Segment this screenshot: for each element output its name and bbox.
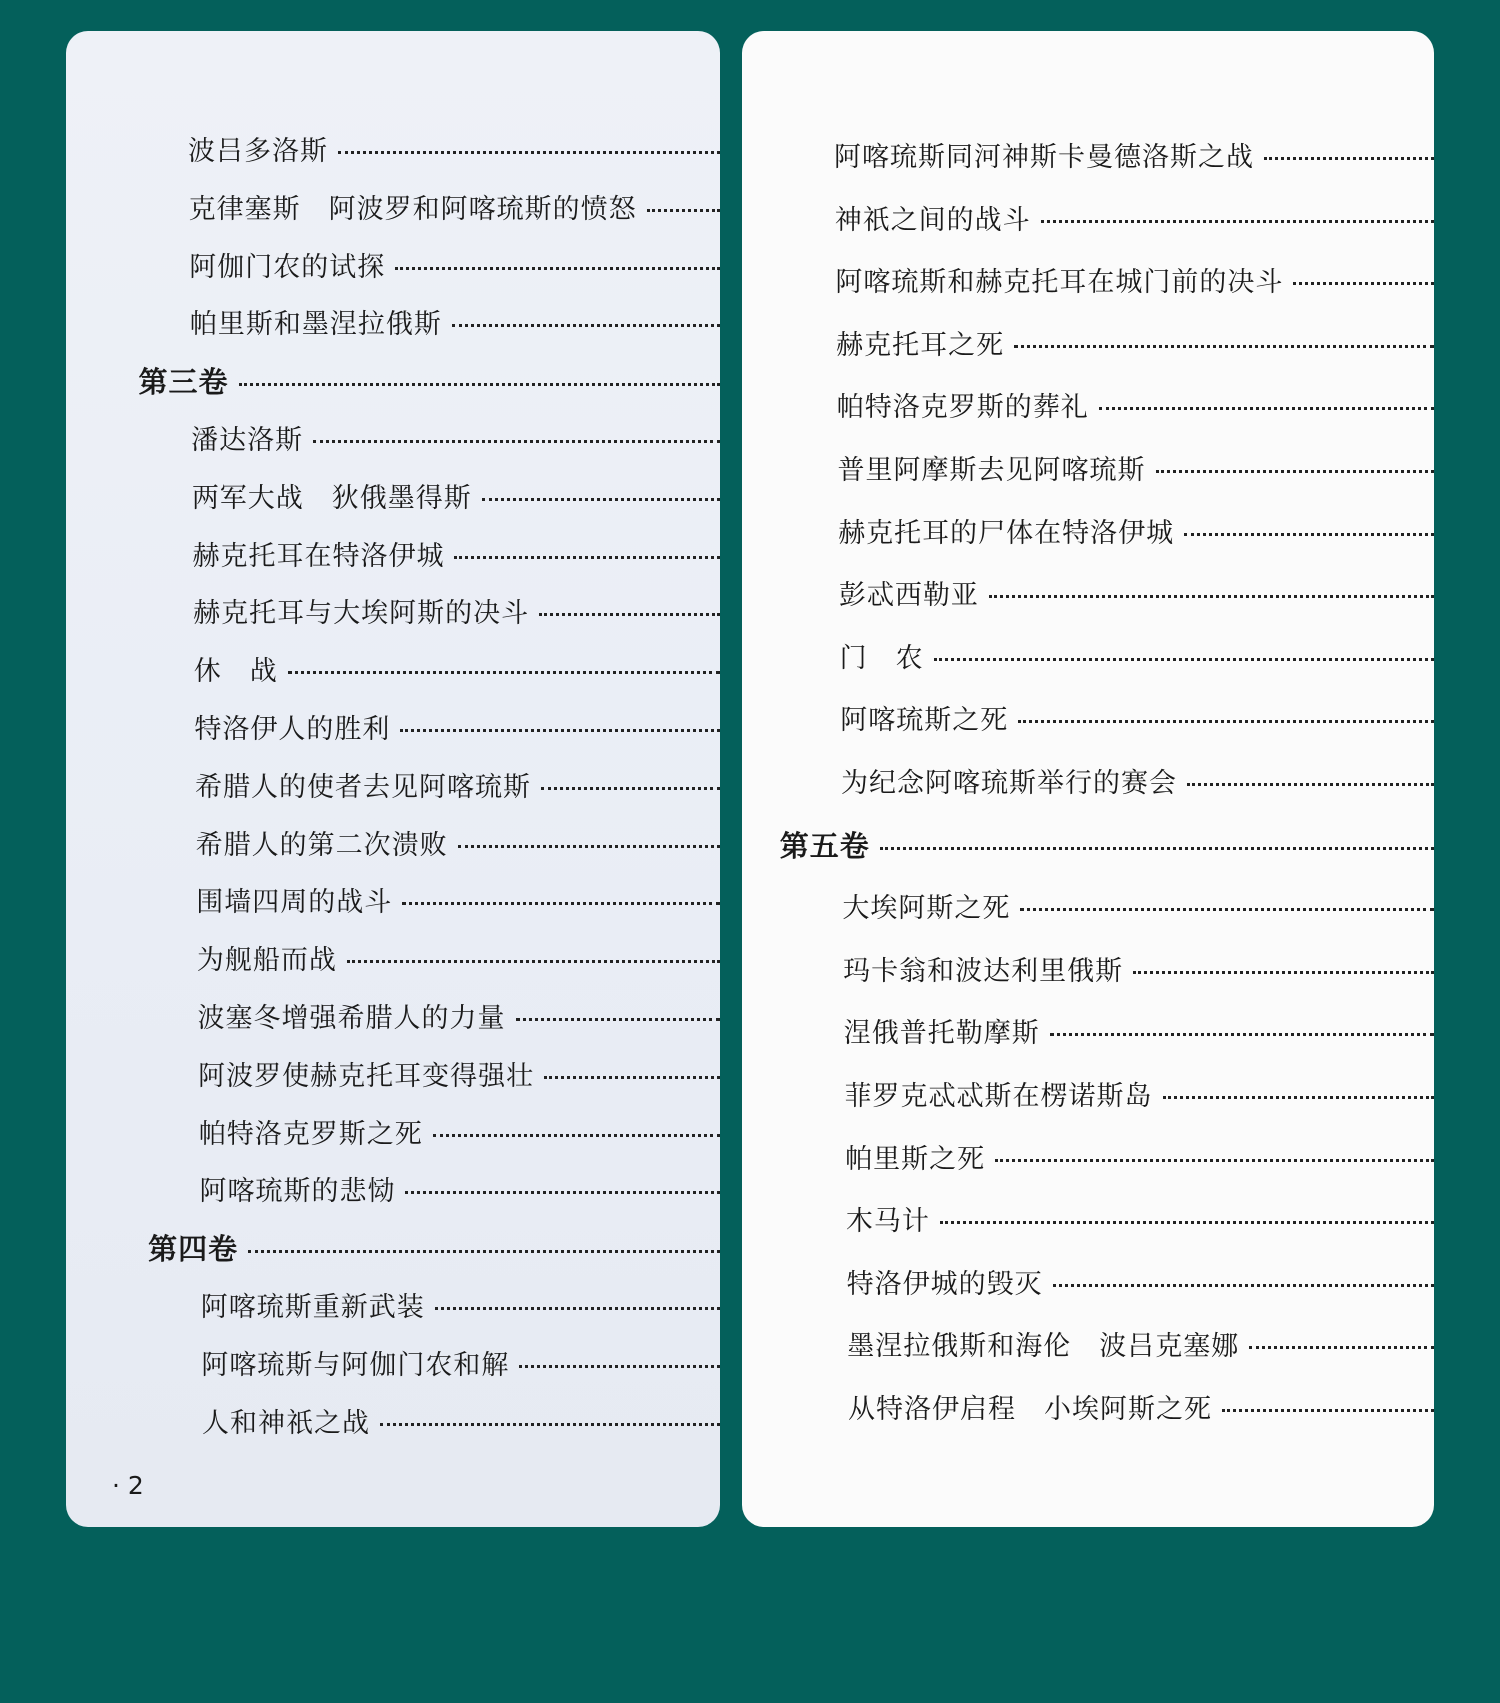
chapter-title: 阿喀琉斯重新武装 [200, 1292, 425, 1323]
dot-leader [405, 1191, 720, 1194]
dot-leader [458, 845, 720, 848]
dot-leader [880, 847, 1434, 850]
chapter-title: 帕特洛克罗斯的葬礼 [836, 392, 1089, 424]
chapter-title: 为纪念阿喀琉斯举行的赛会 [841, 768, 1177, 799]
dot-leader [989, 595, 1434, 598]
toc-entry [199, 1112, 720, 1151]
right-toc-list [742, 31, 1434, 1527]
toc-volume-heading [148, 1227, 720, 1268]
chapter-title: 波吕多洛斯 [188, 136, 328, 167]
dot-leader [1133, 971, 1434, 974]
dot-leader [1222, 1409, 1434, 1412]
chapter-title: 赫克托耳与大埃阿斯的决斗 [193, 598, 530, 630]
left-toc-list [66, 31, 720, 1527]
toc-entry [846, 1199, 1434, 1238]
chapter-title: 帕里斯之死 [845, 1143, 986, 1175]
toc-entry [835, 198, 1434, 237]
toc-entry [201, 1343, 720, 1382]
chapter-title: 阿喀琉斯之死 [840, 705, 1009, 737]
dot-leader [288, 671, 720, 674]
dot-leader [1041, 220, 1434, 223]
dot-leader [380, 1423, 720, 1426]
dot-leader [400, 729, 720, 732]
dot-leader [313, 440, 720, 443]
toc-entry [193, 591, 720, 630]
chapter-title: 阿喀琉斯的悲恸 [199, 1176, 396, 1208]
chapter-title: 希腊人的使者去见阿喀琉斯 [195, 771, 531, 803]
toc-entry [190, 302, 720, 341]
toc-entry [189, 245, 720, 284]
chapter-title: 赫克托耳之死 [836, 329, 1005, 361]
dot-leader [1264, 157, 1434, 160]
dot-leader [338, 151, 720, 154]
chapter-title: 休 战 [193, 656, 278, 688]
toc-volume-heading [139, 360, 720, 401]
toc-entry [192, 534, 720, 573]
toc-entry [838, 511, 1434, 550]
chapter-title: 潘达洛斯 [191, 425, 304, 456]
dot-leader [248, 1250, 720, 1253]
dot-leader [433, 1134, 720, 1137]
chapter-title: 为舰船而战 [196, 945, 337, 977]
dot-leader [541, 787, 720, 790]
chapter-title: 人和神祇之战 [202, 1407, 370, 1439]
dot-leader [940, 1221, 1434, 1224]
toc-entry [847, 1262, 1434, 1301]
dot-leader [995, 1159, 1434, 1162]
dot-leader [347, 960, 720, 963]
toc-entry [838, 448, 1435, 487]
chapter-title: 帕特洛克罗斯之死 [198, 1118, 423, 1150]
volume-title: 第五卷 [779, 828, 870, 863]
dot-leader [1184, 533, 1434, 536]
toc-entry [847, 1324, 1434, 1363]
toc-entry [837, 385, 1434, 424]
page-number: · 2 [112, 1471, 144, 1500]
toc-entry [839, 573, 1434, 612]
chapter-title: 两军大战 狄俄墨得斯 [191, 482, 472, 514]
chapter-title: 阿喀琉斯同河神斯卡曼德洛斯之战 [834, 142, 1254, 173]
toc-entry [202, 1401, 720, 1440]
dot-leader [647, 209, 720, 212]
toc-entry [841, 761, 1434, 800]
toc-entry [836, 323, 1434, 362]
toc-entry [194, 707, 720, 746]
chapter-title: 特洛伊城的毁灭 [846, 1268, 1043, 1300]
chapter-title: 门 农 [839, 642, 924, 674]
chapter-title: 普里阿摩斯去见阿喀琉斯 [837, 455, 1146, 486]
chapter-title: 波塞冬增强希腊人的力量 [197, 1003, 506, 1034]
dot-leader [1014, 345, 1434, 348]
toc-entry [848, 1387, 1434, 1426]
dot-leader [1099, 407, 1434, 410]
left-page [66, 31, 720, 1527]
toc-entry [196, 823, 720, 862]
toc-entry [191, 418, 720, 457]
toc-entry [198, 1054, 720, 1093]
dot-leader [1293, 282, 1434, 285]
dot-leader [519, 1365, 720, 1368]
toc-entry [844, 1011, 1434, 1050]
chapter-title: 希腊人的第二次溃败 [195, 829, 448, 861]
dot-leader [544, 1076, 720, 1079]
chapter-title: 阿伽门农的试探 [189, 251, 386, 283]
dot-leader [239, 383, 720, 386]
chapter-title: 大埃阿斯之死 [842, 893, 1011, 925]
toc-entry [199, 1169, 720, 1208]
chapter-title: 帕里斯和墨涅拉俄斯 [189, 309, 442, 341]
chapter-title: 神祇之间的战斗 [834, 204, 1031, 236]
chapter-title: 涅俄普托勒摩斯 [843, 1018, 1040, 1050]
dot-leader [516, 1018, 720, 1021]
toc-entry [195, 765, 720, 804]
dot-leader [395, 267, 720, 270]
chapter-title: 赫克托耳在特洛伊城 [192, 540, 445, 572]
chapter-title: 克律塞斯 阿波罗和阿喀琉斯的愤怒 [188, 193, 637, 225]
volume-title: 第四卷 [148, 1232, 239, 1267]
dot-leader [454, 556, 720, 559]
toc-entry [845, 1074, 1435, 1113]
dot-leader [1020, 908, 1434, 911]
toc-entry [845, 1137, 1434, 1176]
right-page [742, 31, 1434, 1527]
chapter-title: 围墙四周的战斗 [196, 887, 393, 919]
dot-leader [1187, 783, 1434, 786]
toc-entry [201, 1285, 720, 1324]
toc-entry [840, 636, 1434, 675]
dot-leader [452, 324, 720, 327]
chapter-title: 菲罗克忒忒斯在楞诺斯岛 [844, 1081, 1153, 1112]
dot-leader [1249, 1346, 1434, 1349]
toc-entry [835, 260, 1434, 299]
chapter-title: 墨涅拉俄斯和海伦 波吕克塞娜 [847, 1331, 1240, 1363]
dot-leader [1156, 470, 1435, 473]
dot-leader [482, 498, 720, 501]
chapter-title: 特洛伊人的胜利 [194, 714, 391, 745]
toc-entry [834, 135, 1434, 174]
chapter-title: 阿喀琉斯与阿伽门农和解 [201, 1349, 510, 1381]
dot-leader [934, 658, 1434, 661]
toc-entry [188, 129, 720, 168]
toc-entry [192, 476, 720, 515]
chapter-title: 彭忒西勒亚 [838, 580, 979, 612]
toc-entry [840, 698, 1434, 737]
chapter-title: 赫克托耳的尸体在特洛伊城 [838, 517, 1175, 549]
dot-leader [539, 613, 720, 616]
toc-entry [196, 880, 720, 919]
toc-entry [842, 886, 1434, 925]
dot-leader [435, 1307, 720, 1310]
toc-entry [198, 996, 720, 1035]
chapter-title: 木马计 [845, 1206, 930, 1238]
toc-entry [194, 649, 720, 688]
chapter-title: 阿喀琉斯和赫克托耳在城门前的决斗 [835, 267, 1284, 299]
toc-volume-heading [780, 824, 1434, 865]
chapter-title: 从特洛伊启程 小埃阿斯之死 [848, 1394, 1212, 1425]
dot-leader [1163, 1096, 1435, 1099]
dot-leader [402, 902, 720, 905]
volume-title: 第三卷 [138, 365, 229, 400]
chapter-title: 阿波罗使赫克托耳变得强壮 [198, 1060, 535, 1092]
toc-entry [843, 949, 1434, 988]
dot-leader [1018, 720, 1434, 723]
dot-leader [1053, 1284, 1434, 1287]
toc-entry [189, 187, 720, 226]
dot-leader [1050, 1033, 1434, 1036]
toc-entry [197, 938, 720, 977]
chapter-title: 玛卡翁和波达利里俄斯 [843, 955, 1124, 987]
